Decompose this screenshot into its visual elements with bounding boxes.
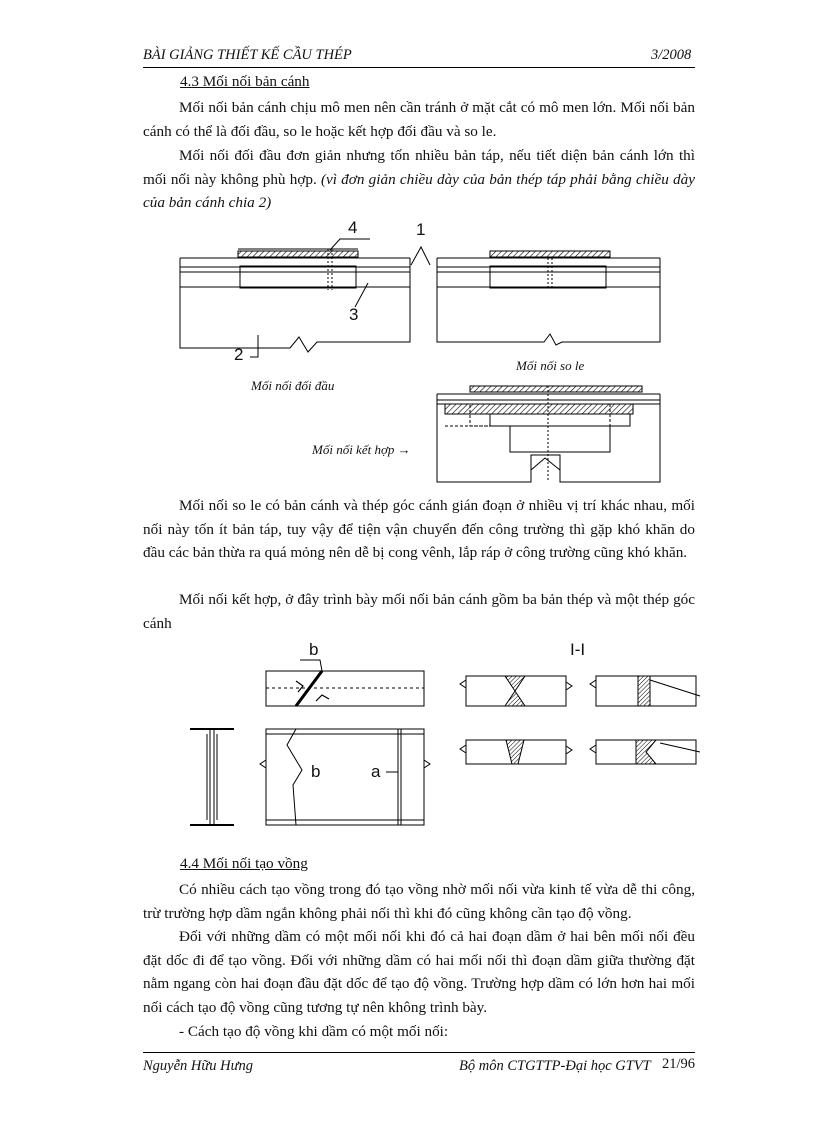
section-heading-4-4: 4.4 Mối nối tạo vồng	[180, 855, 308, 872]
caption-staggered-splice: Mối nối so le	[516, 358, 585, 373]
label-1: 1	[416, 220, 426, 239]
paragraph-camber-splices: Đối với những dầm có một mối nối khi đó cả hai đoạn dầm ở hai bên mối nối đều đặt dốc đi để tạo vồng. Đối với những dầm có hai mối nối thì đoạn dầm giữa thường đặt nằm ngang còn hai đoạn đầu đặt dốc để tạo độ vồng. Trường hợp dầm có lớn hơn hai mối nối cách tạo độ vồng cũng tương tự nên không trình bày.	[143, 928, 695, 1016]
paragraph-one-splice-camber: - Cách tạo độ vồng khi dầm có một mối nối:	[179, 1023, 449, 1040]
header-date: 3/2008	[651, 47, 692, 63]
label-b-top: b	[309, 640, 319, 659]
footer-author: Nguyễn Hữu Hưng	[143, 1058, 254, 1074]
label-b-side: b	[311, 762, 321, 781]
footer-department: Bộ môn CTGTTP-Đại học GTVT	[459, 1058, 651, 1074]
section-heading-4-3: 4.3 Mối nối bản cánh	[180, 73, 310, 90]
footer-rule	[143, 1052, 695, 1053]
paragraph-staggered-splice: Mối nối so le có bản cánh và thép góc cánh gián đoạn ở nhiều vị trí khác nhau, mối nối này tốn ít bản táp, tuy vậy để tiện vận chuyển đến công trường thì gặp khó khăn do đầu các bản thừa ra quá mỏng nên dễ bị cong vênh, lắp ráp ở công trường cũng khó khăn.	[143, 497, 695, 561]
label-4: 4	[348, 218, 358, 237]
paragraph-butt-splice: Mối nối đối đầu đơn giản nhưng tốn nhiều bản táp, nếu tiết diện bản cánh lớn thì mối nối này không phù hợp. (vì đơn giản chiều dày của bản thép táp phải bằng chiều dày của bản cánh chia 2)	[143, 147, 695, 211]
label-section-i-i: I-I	[570, 640, 586, 659]
label-a: a	[371, 762, 381, 781]
paragraph-flange-moment: Mối nối bản cánh chịu mô men nên cần tránh ở mặt cắt có mô men lớn. Mối nối bản cánh có thể là đối đầu, so le hoặc kết hợp đối đầu và so le.	[143, 99, 695, 140]
arrow-right-icon: →	[397, 442, 411, 457]
header-title: BÀI GIẢNG THIẾT KẾ CẦU THÉP	[143, 47, 352, 63]
paragraph-combined-splice: Mối nối kết hợp, ở đây trình bày mối nối bản cánh gồm ba bản thép và một thép góc cánh	[143, 591, 695, 632]
paragraph-camber-methods: Có nhiều cách tạo vồng trong đó tạo vồng nhờ mối nối vừa kinh tế vừa dễ thi công, trừ trường hợp dầm ngắn không phải nối thì khi đó cũng không cần tạo độ vồng.	[143, 881, 695, 922]
caption-butt-splice: Mối nối đối đầu	[251, 378, 335, 393]
label-3: 3	[349, 305, 359, 324]
label-2: 2	[234, 345, 244, 364]
footer-page-number: 21/96	[662, 1056, 696, 1072]
caption-combined-splice: Mối nối kết hợp →	[312, 442, 411, 457]
